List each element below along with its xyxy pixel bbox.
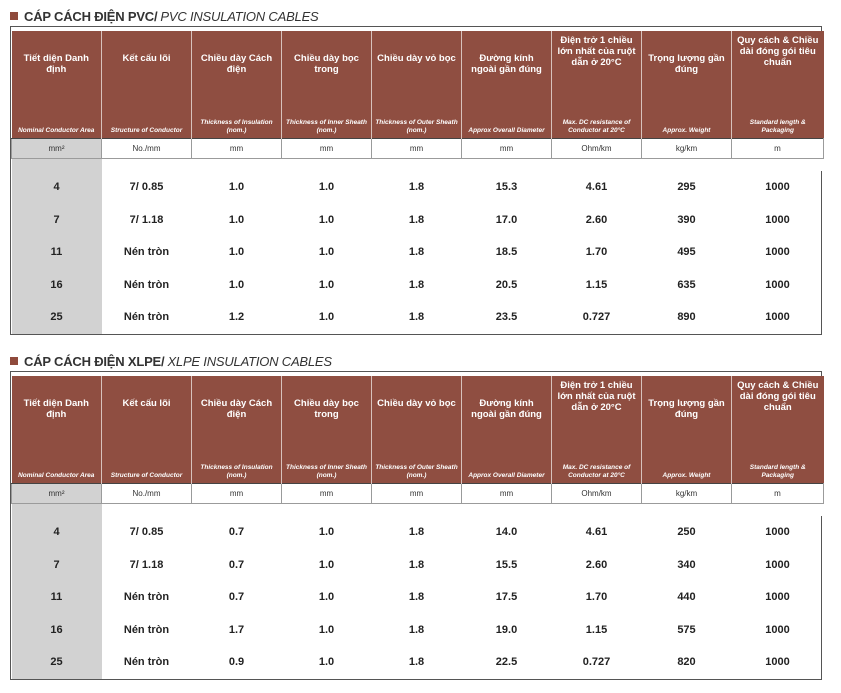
table-cell: 1.0 <box>228 246 245 259</box>
table-cell: 1.70 <box>585 246 608 259</box>
table-cell: Nén tròn <box>123 623 170 636</box>
header-cell: Kết cấu lõi Structure of Conductor <box>102 31 192 139</box>
header-cell: Trọng lượng gần đúng Approx. Weight <box>642 31 732 139</box>
pvc-spacer-row <box>12 159 824 172</box>
pvc-section <box>10 6 822 335</box>
unit-cell: mm <box>372 139 462 159</box>
table-cell: 1.0 <box>318 656 335 669</box>
unit-cell: mm <box>192 484 282 504</box>
table-row <box>12 269 824 302</box>
header-cell: Tiết diện Danh định Nominal Conductor Area <box>12 31 102 139</box>
table-cell: 1.8 <box>408 526 425 539</box>
table-cell: 1.0 <box>318 526 335 539</box>
section-bullet-icon <box>10 12 18 20</box>
table-cell: 1.8 <box>408 311 425 324</box>
table-cell: 1.8 <box>408 181 425 194</box>
xlpe-table <box>11 376 824 679</box>
table-cell: 1000 <box>765 213 790 226</box>
table-cell: 1.0 <box>318 558 335 571</box>
table-cell: 1000 <box>765 591 790 604</box>
unit-cell: No./mm <box>102 484 192 504</box>
header-cell: Kết cấu lõi Structure of Conductor <box>102 376 192 484</box>
header-cell: Đường kính ngoài gần đúng Approx Overall Diameter <box>462 376 552 484</box>
table-cell: 0.7 <box>228 526 245 539</box>
table-cell: 1.0 <box>318 213 335 226</box>
table-row <box>12 614 824 647</box>
table-cell: 25 <box>12 301 102 334</box>
xlpe-units-row <box>12 484 824 504</box>
pvc-units-row <box>12 139 824 159</box>
table-cell: 1.7 <box>228 623 245 636</box>
header-cell: Chiều dày bọc trong Thickness of Inner Sheath (nom.) <box>282 376 372 484</box>
unit-cell: mm <box>192 139 282 159</box>
header-cell: Chiều dày Cách điện Thickness of Insulation (nom.) <box>192 376 282 484</box>
table-cell: Nén tròn <box>123 311 170 324</box>
table-cell: 1.8 <box>408 246 425 259</box>
table-cell: 1.70 <box>585 591 608 604</box>
table-cell: 495 <box>677 246 696 259</box>
xlpe-title-vi: CÁP CÁCH ĐIỆN XLPE/ <box>24 353 165 369</box>
table-cell: 635 <box>677 278 696 291</box>
table-cell: 0.727 <box>582 656 611 669</box>
table-cell: 440 <box>677 591 696 604</box>
table-cell: 1.15 <box>585 623 608 636</box>
table-cell: 1.8 <box>408 591 425 604</box>
xlpe-title-en: XLPE INSULATION CABLES <box>167 353 332 369</box>
table-cell: 22.5 <box>495 656 518 669</box>
table-cell: 0.727 <box>582 311 611 324</box>
table-cell: 17.0 <box>495 213 518 226</box>
table-row <box>12 581 824 614</box>
table-cell: 15.3 <box>495 181 518 194</box>
table-cell: 1000 <box>765 246 790 259</box>
table-row <box>12 204 824 237</box>
unit-cell: mm <box>462 484 552 504</box>
table-cell: 1000 <box>765 656 790 669</box>
table-cell: 1000 <box>765 558 790 571</box>
table-cell: 7/ 0.85 <box>129 181 164 194</box>
unit-cell: mm² <box>12 139 102 159</box>
table-cell: 890 <box>677 311 696 324</box>
pvc-section-title <box>10 6 822 26</box>
table-cell: 1000 <box>765 278 790 291</box>
table-row <box>12 301 824 334</box>
table-row <box>12 516 824 549</box>
table-cell: 1000 <box>765 526 790 539</box>
pvc-title-en: PVC INSULATION CABLES <box>160 8 319 24</box>
table-cell: 0.7 <box>228 558 245 571</box>
table-cell: 11 <box>12 581 102 614</box>
unit-cell: kg/km <box>642 484 732 504</box>
table-cell: 25 <box>12 646 102 679</box>
pvc-table <box>11 31 824 334</box>
xlpe-spacer-row <box>12 504 824 517</box>
table-cell: 1000 <box>765 311 790 324</box>
table-cell: Nén tròn <box>123 278 170 291</box>
table-cell: 575 <box>677 623 696 636</box>
table-cell: 7/ 0.85 <box>129 526 164 539</box>
table-cell: 820 <box>677 656 696 669</box>
header-cell: Tiết diện Danh định Nominal Conductor Area <box>12 376 102 484</box>
table-row <box>12 646 824 679</box>
unit-cell: mm <box>372 484 462 504</box>
table-cell: 11 <box>12 236 102 269</box>
header-cell: Quy cách & Chiều dài đóng gói tiêu chuẩn Standard length & Packaging <box>732 31 824 139</box>
pvc-header-row <box>12 31 824 139</box>
unit-cell: m <box>732 484 824 504</box>
unit-cell: Ohm/km <box>552 484 642 504</box>
table-cell: 18.5 <box>495 246 518 259</box>
table-cell: 7 <box>12 549 102 582</box>
table-cell: 17.5 <box>495 591 518 604</box>
table-cell: 16 <box>12 614 102 647</box>
table-cell: 23.5 <box>495 311 518 324</box>
table-cell: 1.15 <box>585 278 608 291</box>
table-cell: 1.0 <box>318 181 335 194</box>
xlpe-table-frame <box>10 371 822 680</box>
table-cell: 16 <box>12 269 102 302</box>
xlpe-section <box>10 351 822 680</box>
header-cell: Chiều dày Cách điện Thickness of Insulation (nom.) <box>192 31 282 139</box>
table-cell: 1.0 <box>318 623 335 636</box>
table-cell: Nén tròn <box>123 656 170 669</box>
header-cell: Quy cách & Chiều dài đóng gói tiêu chuẩn Standard length & Packaging <box>732 376 824 484</box>
header-cell: Điện trở 1 chiều lớn nhất của ruột dẫn ở 20°C Max. DC resistance of Conductor at 20°C <box>552 31 642 139</box>
table-cell: 390 <box>677 213 696 226</box>
table-cell: 7/ 1.18 <box>129 558 164 571</box>
header-cell: Chiều dày vỏ bọc Thickness of Outer Sheath (nom.) <box>372 376 462 484</box>
header-cell: Đường kính ngoài gần đúng Approx Overall Diameter <box>462 31 552 139</box>
xlpe-section-title <box>10 351 822 371</box>
table-cell: 4 <box>12 171 102 204</box>
table-cell: 20.5 <box>495 278 518 291</box>
table-row <box>12 549 824 582</box>
unit-cell: Ohm/km <box>552 139 642 159</box>
table-cell: 1.2 <box>228 311 245 324</box>
table-cell: 4 <box>12 516 102 549</box>
table-cell: 15.5 <box>495 558 518 571</box>
table-cell: 1.0 <box>228 278 245 291</box>
table-cell: 2.60 <box>585 213 608 226</box>
table-cell: 1000 <box>765 181 790 194</box>
table-cell: 7/ 1.18 <box>129 213 164 226</box>
table-cell: 1.0 <box>318 591 335 604</box>
table-cell: 7 <box>12 204 102 237</box>
pvc-title-vi: CÁP CÁCH ĐIỆN PVC/ <box>24 8 158 24</box>
table-cell: 1.0 <box>318 311 335 324</box>
table-cell: 0.9 <box>228 656 245 669</box>
table-cell: 4.61 <box>585 526 608 539</box>
header-cell: Chiều dày bọc trong Thickness of Inner Sheath (nom.) <box>282 31 372 139</box>
table-cell: 1.0 <box>318 246 335 259</box>
unit-cell: m <box>732 139 824 159</box>
unit-cell: mm <box>282 484 372 504</box>
table-cell: 2.60 <box>585 558 608 571</box>
header-cell: Trọng lượng gần đúng Approx. Weight <box>642 376 732 484</box>
table-cell: 19.0 <box>495 623 518 636</box>
table-cell: 1.8 <box>408 623 425 636</box>
table-cell: 1.8 <box>408 656 425 669</box>
table-row <box>12 236 824 269</box>
unit-cell: mm² <box>12 484 102 504</box>
header-cell: Chiều dày vỏ bọc Thickness of Outer Sheath (nom.) <box>372 31 462 139</box>
table-cell: 295 <box>677 181 696 194</box>
xlpe-header-row <box>12 376 824 484</box>
unit-cell: mm <box>282 139 372 159</box>
unit-cell: No./mm <box>102 139 192 159</box>
table-cell: 250 <box>677 526 696 539</box>
table-cell: 1.8 <box>408 558 425 571</box>
unit-cell: mm <box>462 139 552 159</box>
table-cell: 1.0 <box>228 213 245 226</box>
table-cell: 4.61 <box>585 181 608 194</box>
table-row <box>12 171 824 204</box>
table-cell: 14.0 <box>495 526 518 539</box>
table-cell: 0.7 <box>228 591 245 604</box>
header-cell: Điện trở 1 chiều lớn nhất của ruột dẫn ở 20°C Max. DC resistance of Conductor at 20°C <box>552 376 642 484</box>
unit-cell: kg/km <box>642 139 732 159</box>
table-cell: 1.0 <box>228 181 245 194</box>
pvc-table-frame <box>10 26 822 335</box>
table-cell: 1.8 <box>408 278 425 291</box>
table-cell: 1.8 <box>408 213 425 226</box>
table-cell: 1000 <box>765 623 790 636</box>
table-cell: 340 <box>677 558 696 571</box>
table-cell: Nén tròn <box>123 246 170 259</box>
section-bullet-icon <box>10 357 18 365</box>
table-cell: 1.0 <box>318 278 335 291</box>
table-cell: Nén tròn <box>123 591 170 604</box>
